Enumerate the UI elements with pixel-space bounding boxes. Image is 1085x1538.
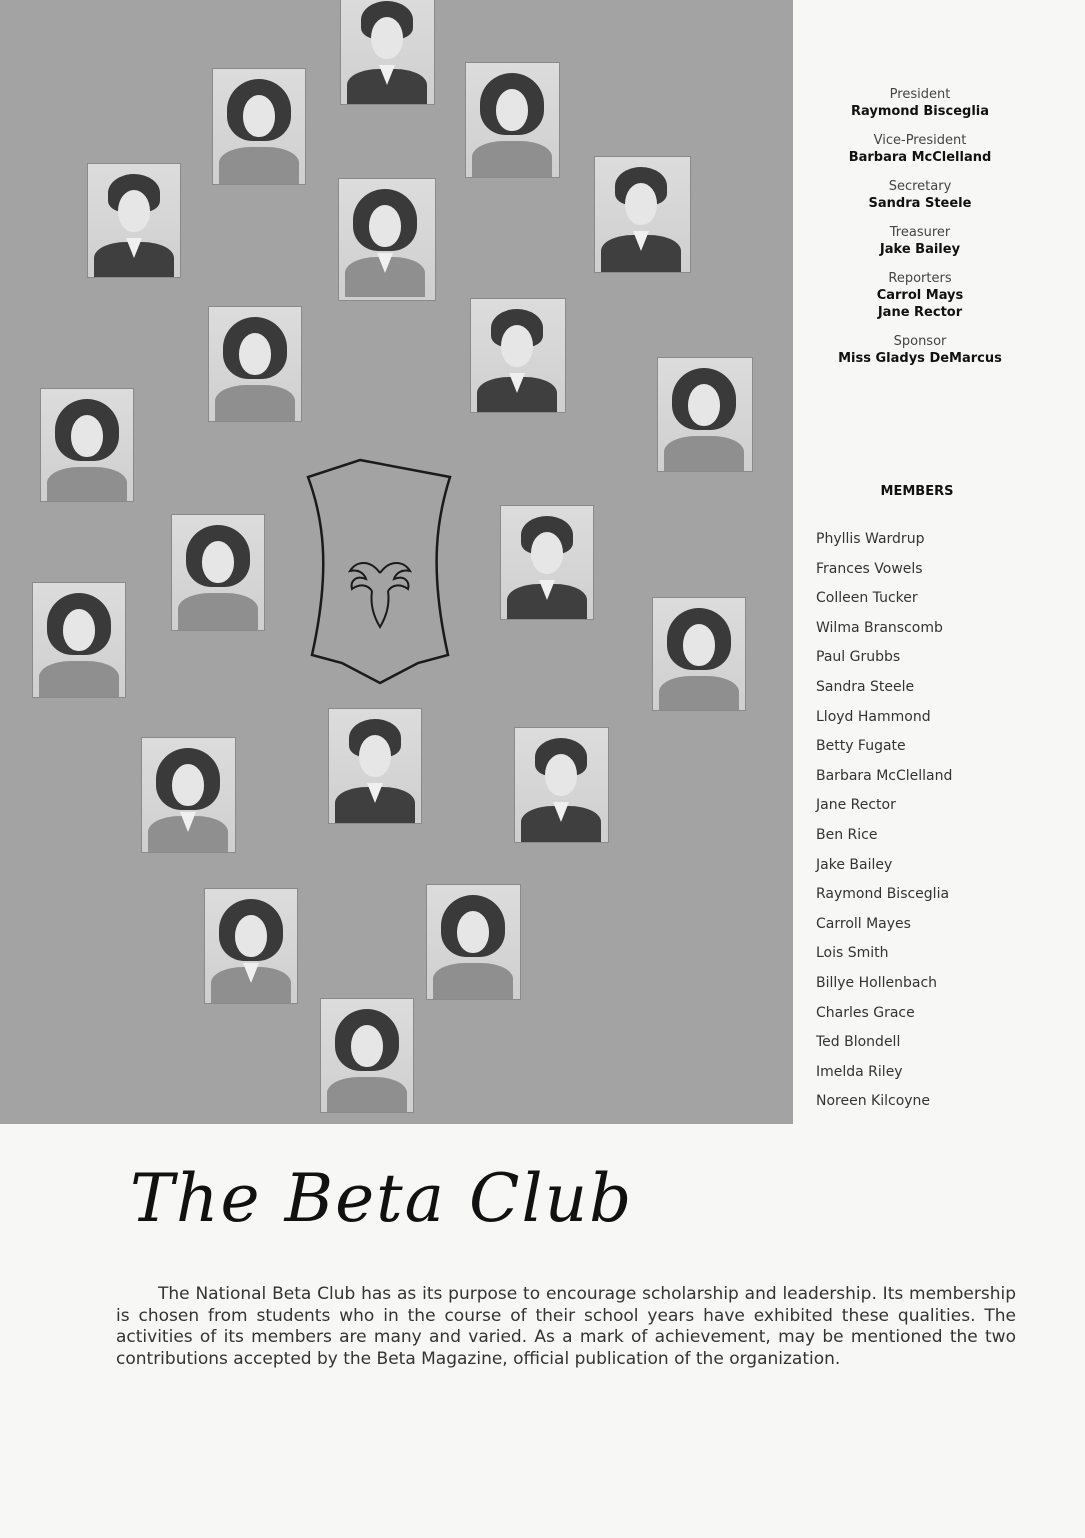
member-portrait bbox=[500, 505, 594, 620]
member-portrait bbox=[514, 727, 609, 843]
member-portrait bbox=[470, 298, 566, 413]
member-name: Barbara McClelland bbox=[816, 767, 953, 784]
member-portrait bbox=[320, 998, 414, 1113]
office-title: Secretary bbox=[888, 179, 952, 194]
member-name: Jake Bailey bbox=[816, 856, 893, 873]
office-title: Treasurer bbox=[889, 225, 951, 240]
office-title: Reporters bbox=[888, 271, 952, 286]
member-portrait bbox=[465, 62, 560, 178]
member-name: Billye Hollenbach bbox=[816, 974, 938, 991]
member-name: Phyllis Wardrup bbox=[816, 531, 925, 547]
member-name: Charles Grace bbox=[816, 1004, 915, 1021]
member-name: Wilma Branscomb bbox=[816, 619, 943, 636]
member-portrait bbox=[652, 597, 746, 711]
officer-name: Raymond Bisceglia bbox=[850, 104, 990, 119]
member-portrait bbox=[171, 514, 265, 631]
member-portrait bbox=[340, 0, 435, 105]
member-name: Raymond Bisceglia bbox=[816, 886, 950, 903]
member-portrait bbox=[141, 737, 236, 853]
officer-name: Jane Rector bbox=[877, 305, 963, 320]
officer-name: Carrol Mays bbox=[876, 288, 964, 303]
member-name: Jane Rector bbox=[816, 797, 896, 814]
member-portrait bbox=[208, 306, 302, 422]
office-treasurer bbox=[800, 224, 1040, 258]
office-sponsor bbox=[800, 333, 1040, 367]
member-name: Lois Smith bbox=[816, 945, 889, 962]
members-list bbox=[816, 525, 952, 1117]
member-portrait bbox=[32, 582, 126, 698]
officers-list bbox=[800, 86, 1040, 379]
officer-name: Miss Gladys DeMarcus bbox=[838, 351, 1002, 366]
office-president bbox=[800, 86, 1040, 120]
office-title: President bbox=[889, 87, 951, 102]
member-name: Ted Blondell bbox=[816, 1034, 901, 1051]
member-name: Lloyd Hammond bbox=[816, 708, 931, 725]
member-name: Betty Fugate bbox=[816, 738, 906, 755]
member-portrait bbox=[328, 708, 422, 824]
member-name: Frances Vowels bbox=[816, 560, 923, 577]
office-reporters bbox=[800, 270, 1040, 321]
page-title: The Beta Club bbox=[130, 1160, 634, 1237]
members-heading: MEMBERS bbox=[880, 484, 954, 499]
member-portrait bbox=[204, 888, 298, 1004]
member-name: Paul Grubbs bbox=[816, 649, 901, 666]
office-vice-president bbox=[800, 132, 1040, 166]
member-name: Sandra Steele bbox=[816, 678, 915, 695]
member-name: Ben Rice bbox=[816, 826, 878, 843]
sponsor-portrait bbox=[338, 178, 436, 301]
officer-name: Barbara McClelland bbox=[848, 150, 992, 165]
office-secretary bbox=[800, 178, 1040, 212]
member-portrait bbox=[426, 884, 521, 1000]
member-portrait bbox=[594, 156, 691, 273]
office-title: Sponsor bbox=[893, 334, 947, 349]
member-name: Noreen Kilcoyne bbox=[816, 1093, 931, 1110]
member-portrait bbox=[212, 68, 306, 185]
member-portrait bbox=[657, 357, 753, 472]
beta-crest-icon bbox=[300, 455, 460, 690]
member-portrait bbox=[87, 163, 181, 278]
club-description: The National Beta Club has as its purpose to encourage scholarship and leadership. Its membership is chosen from students who in the course of their school years have exhibited these qualities. The activities of its members are many and varied. As a mark of achievement, may be mentioned the two contributions accepted by the Beta Magazine, official publication of the organization. bbox=[116, 1284, 1016, 1369]
member-name: Colleen Tucker bbox=[816, 590, 918, 607]
officer-name: Jake Bailey bbox=[879, 242, 961, 257]
office-title: Vice-President bbox=[873, 133, 967, 148]
officer-name: Sandra Steele bbox=[868, 196, 972, 211]
member-portrait bbox=[40, 388, 134, 502]
member-name: Imelda Riley bbox=[816, 1063, 903, 1080]
member-name: Carroll Mayes bbox=[816, 915, 911, 932]
